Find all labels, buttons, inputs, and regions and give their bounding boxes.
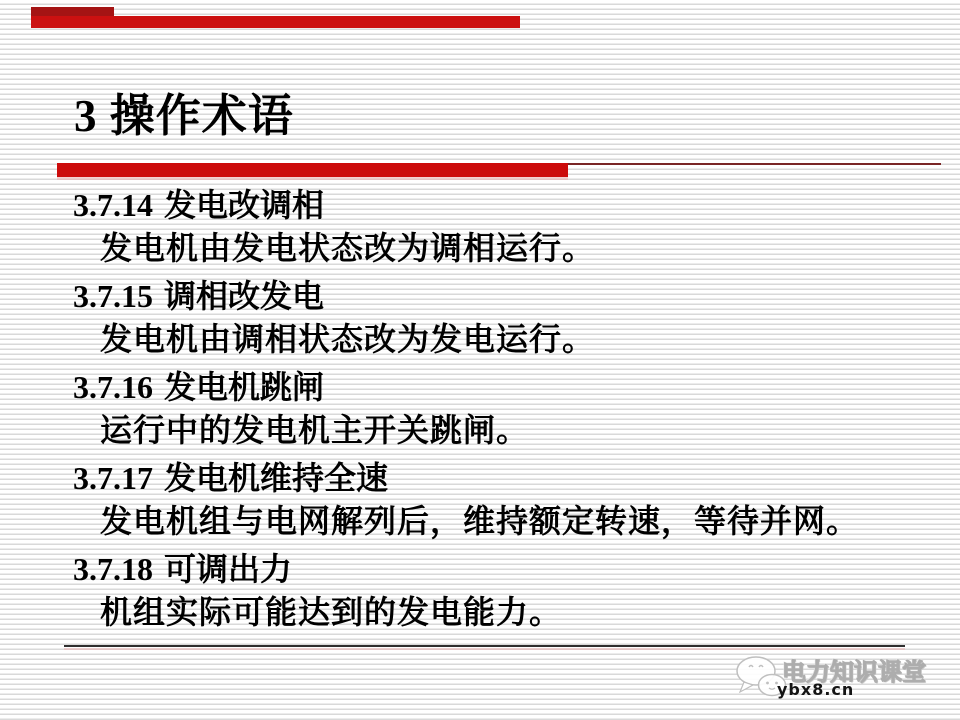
term-heading xyxy=(0,275,960,318)
term-heading xyxy=(0,548,960,591)
term-number: 3.7.15 xyxy=(73,278,153,314)
title-underline-bar xyxy=(57,163,568,177)
term-definition: 运行中的发电机主开关跳闸。 xyxy=(100,412,530,448)
terms-list xyxy=(0,184,960,639)
term-heading xyxy=(0,366,960,409)
term-title: 发电机跳闸 xyxy=(164,369,325,405)
term-item xyxy=(0,184,960,270)
term-title: 可调出力 xyxy=(164,551,293,587)
term-heading xyxy=(0,457,960,500)
term-number: 3.7.18 xyxy=(73,551,153,587)
slide-title: 3 操作术语 xyxy=(74,91,294,141)
term-number: 3.7.14 xyxy=(73,187,153,223)
term-item xyxy=(0,457,960,543)
term-definition: 发电机由调相状态改为发电运行。 xyxy=(100,321,596,357)
term-definition: 机组实际可能达到的发电能力。 xyxy=(100,594,563,630)
term-title: 发电改调相 xyxy=(164,187,325,223)
watermark xyxy=(730,652,950,712)
term-number: 3.7.17 xyxy=(73,460,153,496)
title-underline-thin-line xyxy=(568,163,941,165)
term-number: 3.7.16 xyxy=(73,369,153,405)
term-item xyxy=(0,548,960,634)
top-accent-bar-short xyxy=(31,7,114,16)
term-title: 调相改发电 xyxy=(164,278,325,314)
watermark-brand-text: 电力知识课堂 xyxy=(782,660,926,686)
term-heading xyxy=(0,184,960,227)
watermark-url-text: ybx8.cn xyxy=(777,680,855,699)
term-definition: 发电机组与电网解列后，维持额定转速，等待并网。 xyxy=(100,503,860,539)
footer-divider-line xyxy=(64,645,905,647)
term-item xyxy=(0,366,960,452)
term-item xyxy=(0,275,960,361)
term-definition: 发电机由发电状态改为调相运行。 xyxy=(100,230,596,266)
top-accent-bar-long xyxy=(31,16,520,28)
term-title: 发电机维持全速 xyxy=(164,460,389,496)
